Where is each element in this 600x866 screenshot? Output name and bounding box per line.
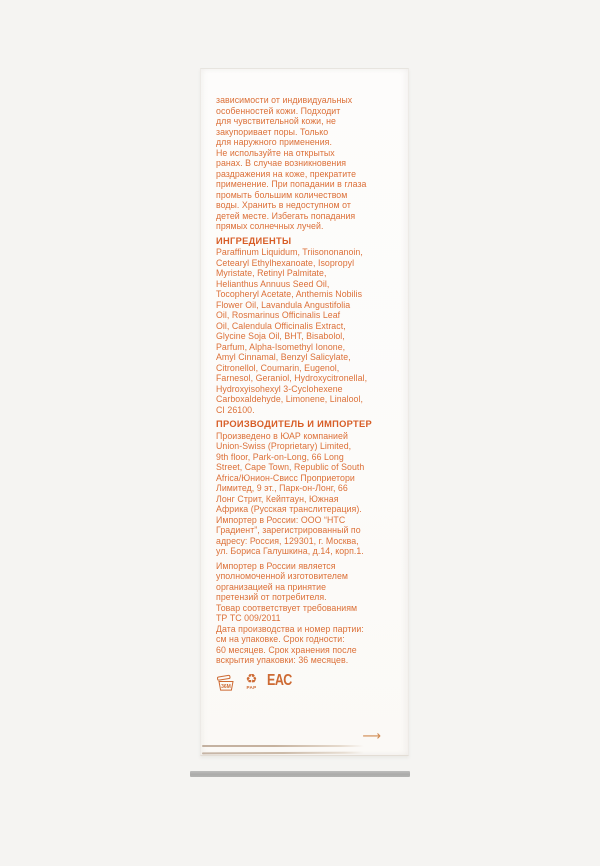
eac-conformity-mark-icon: ЕАС: [267, 671, 292, 689]
importer-claims-shelf-life-text: Импортер в России является уполномоченной изготовителем организацией на принятие претензий от потребителя. Товар соответствует требованиям ТР ТС 009/2011 Дата производства и номер партии: см на упаковке. Срок годности: 60 месяцев. Срок хранения после вскрытия упаковки: 36 месяцев.: [216, 560, 364, 665]
product-box-back-panel: [200, 68, 409, 756]
box-flap-edge-line: [202, 745, 364, 747]
ingredients-list-text: Paraffinum Liquidum, Triisononanoin, Cetearyl Ethylhexanoate, Isopropyl Myristate, Retinyl Palmitate, Helianthus Annuus Seed Oil, Tocopheryl Acetate, Anthemis Nobilis Flower Oil, Lavandula Angustifolia Oil, Rosmarinus Officinalis Leaf Oil, Calendula Officinalis Extract, Glycine Soja Oil, BHT, Bisabolol, Parfum, Alpha-Isomethyl Ionone, Amyl Cinnamal, Benzyl Salicylate, Citronellol, Coumarin, Eugenol, Farnesol, Geraniol, Hydroxycitronellal, Hydroxyisohexyl 3-Cyclohexene Carboxaldehyde, Limonene, Linalool, CI 26100.: [216, 247, 368, 415]
shelf-edge-line: [190, 771, 410, 777]
manufacturer-importer-heading: ПРОИЗВОДИТЕЛЬ И ИМПОРТЕР: [216, 419, 373, 429]
recycling-pap-icon: [243, 672, 260, 691]
box-flap-edge-line: [202, 752, 364, 755]
svg-text:36M: 36M: [221, 683, 231, 690]
recycling-triangle-glyph: ♻: [245, 670, 258, 686]
open-direction-arrow-icon: ⟶: [362, 728, 381, 743]
period-after-opening-36m-icon: [216, 674, 236, 692]
ingredients-heading: ИНГРЕДИЕНТЫ: [216, 235, 292, 246]
label-text-column: [216, 95, 394, 692]
manufacturer-address-text: Произведено в ЮАР компанией Union-Swiss (Proprietary) Limited, 9th floor, Park-on-Long, 66 Long Street, Cape Town, Republic of South Africa/Юнион-Свисс Проприетори Лимитед, 9 эт., Парк-он-Лонг, 66 Лонг Стрит, Кейптаун, Южная Африка (Русская транслитерация). Импортер в России: ООО “НТС Градиент”, зарегистрированный по адресу: Россия, 129301, г. Москва, ул. Бориса Галушкина, д.14, корп.1.: [216, 430, 365, 556]
usage-warnings-text: зависимости от индивидуальных особенностей кожи. Подходит для чувствительной кожи, не закупоривает поры. Только для наружного применения. Не используйте на открытых ранах. В случае возникновения раздражения на коже, прекратите применение. При попадании в глаза промыть большим количеством воды. Хранить в недоступном от детей месте. Избегать попадания прямых солнечных лучей.: [216, 95, 367, 231]
certification-icons-row: [216, 672, 394, 692]
recycling-material-code: PAP: [246, 685, 257, 690]
